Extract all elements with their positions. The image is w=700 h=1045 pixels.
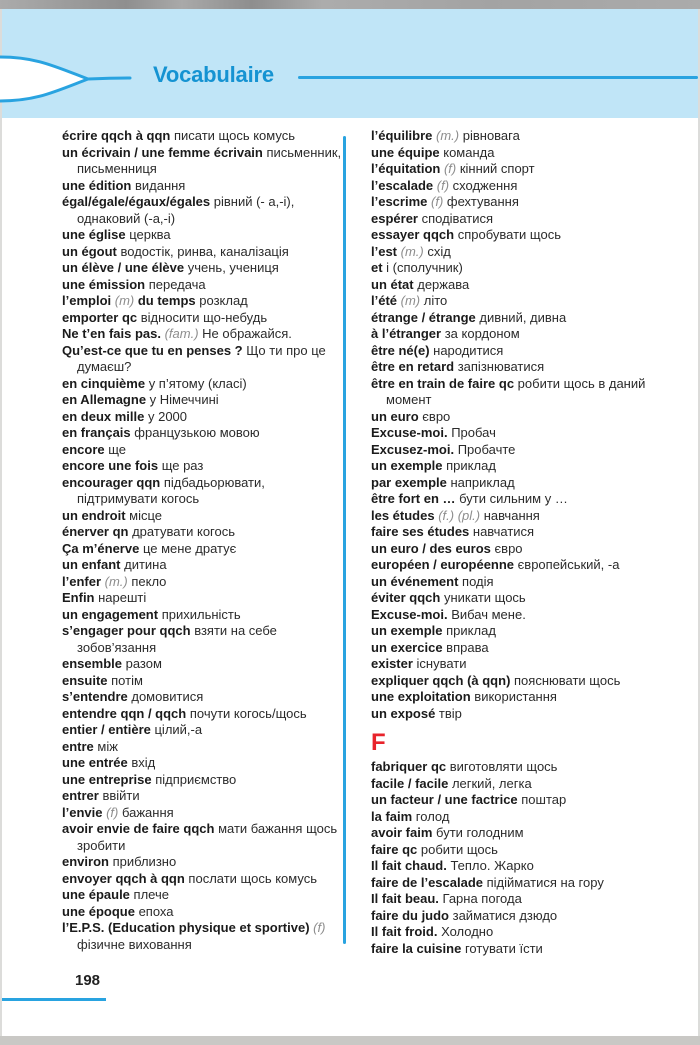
vocab-bold-text: s’entendre xyxy=(62,689,128,704)
vocab-bold-text: fabriquer qc xyxy=(371,759,447,774)
vocab-regular-text: Холодно xyxy=(437,924,494,939)
vocab-bold-text: être né(e) xyxy=(371,342,430,358)
vocab-bold-text: éviter qqch xyxy=(371,590,441,605)
vocab-italic-text: (f) xyxy=(443,161,457,176)
vocab-entry xyxy=(371,310,671,327)
vocab-regular-text: разом xyxy=(121,656,162,671)
vocab-entry xyxy=(371,326,671,343)
vocab-bold-text: une église xyxy=(62,227,126,242)
vocab-regular-text: Гарна погода xyxy=(438,891,522,906)
vocab-entry xyxy=(62,194,343,227)
vocab-bold-text: avoir faim xyxy=(371,825,433,840)
vocab-italic-text: (f) xyxy=(313,920,326,935)
photo-top-edge xyxy=(0,0,700,9)
book-page xyxy=(2,9,698,1036)
vocab-regular-text: послати щось комусь xyxy=(184,870,317,886)
vocab-entry xyxy=(62,788,343,805)
vocab-entry xyxy=(62,920,343,953)
vocab-entry xyxy=(62,689,343,706)
vocab-entry xyxy=(371,792,671,809)
vocab-regular-text: мати бажання щось зробити xyxy=(77,821,338,853)
vocab-regular-text: сходження xyxy=(449,177,518,193)
vocab-bold-text: à l’étranger xyxy=(371,326,442,341)
vocab-entry xyxy=(62,244,343,261)
vocab-regular-text: дивний, дивна xyxy=(475,309,567,325)
vocab-column-left xyxy=(62,128,343,953)
vocab-bold-text: une époque xyxy=(62,903,135,919)
vocab-bold-text: en deux mille xyxy=(62,408,145,424)
vocab-entry xyxy=(62,887,343,904)
vocab-regular-text: цілий,-а xyxy=(150,722,203,737)
vocab-bold-text: être fort en … xyxy=(371,491,456,506)
vocab-regular-text: учень, учениця xyxy=(184,260,279,275)
vocab-bold-text: essayer qqch xyxy=(371,227,455,242)
vocab-bold-text: une édition xyxy=(62,177,132,193)
vocab-entry xyxy=(371,376,671,409)
header-rule xyxy=(298,76,698,79)
vocabulary-columns xyxy=(62,128,674,957)
vocab-bold-text: un euro / des euros xyxy=(371,540,491,556)
vocab-bold-text: un écrivain / une femme écrivain xyxy=(62,144,263,160)
vocab-column-right xyxy=(371,128,671,957)
vocab-bold-text: Excusez-moi. xyxy=(371,441,455,457)
vocab-bold-text: faire la cuisine xyxy=(371,940,462,956)
vocab-entry xyxy=(371,689,671,706)
vocab-regular-text: плече xyxy=(129,887,169,902)
vocab-bold-text: en français xyxy=(62,425,131,440)
vocab-entry xyxy=(371,623,671,640)
vocab-regular-text: пояснювати щось xyxy=(510,672,621,688)
vocab-italic-text: (m.) xyxy=(436,128,460,143)
vocab-regular-text: письменник, письменниця xyxy=(77,144,342,176)
vocab-regular-text: писати щось комусь xyxy=(170,128,295,143)
photo-bottom-edge xyxy=(0,1036,700,1045)
vocab-regular-text: вхід xyxy=(127,755,156,770)
vocab-bold-text: entendre qqn / qqch xyxy=(62,705,187,721)
vocab-bold-text: l’est xyxy=(371,243,401,259)
vocab-entry xyxy=(62,425,343,442)
vocab-regular-text: ще раз xyxy=(158,458,204,473)
vocab-bold-text: faire du judo xyxy=(371,907,449,923)
section-letter: F xyxy=(371,729,386,756)
vocab-regular-text: готувати їсти xyxy=(461,940,543,956)
vocab-regular-text: церква xyxy=(125,227,171,242)
vocab-entry xyxy=(371,524,671,541)
vocab-bold-text: par exemple xyxy=(371,474,447,490)
header-band xyxy=(2,9,698,118)
vocab-regular-text: ввійти xyxy=(98,788,140,803)
vocab-entry xyxy=(62,458,343,475)
vocab-entry xyxy=(371,260,671,277)
vocab-regular-text: команда xyxy=(439,144,495,160)
vocab-bold-text: une épaule xyxy=(62,887,130,902)
vocab-bold-text: l’escalade xyxy=(371,177,437,193)
vocab-regular-text: дратувати когось xyxy=(128,524,236,539)
vocab-regular-text: підприємство xyxy=(151,771,237,787)
vocab-entry xyxy=(62,376,343,393)
vocab-regular-text: використання xyxy=(470,689,557,704)
vocab-bold-text: envoyer qqch à qqn xyxy=(62,870,185,886)
vocab-regular-text: сподіватися xyxy=(417,210,494,226)
vocab-entry xyxy=(371,825,671,842)
vocab-regular-text: домовитися xyxy=(127,689,204,704)
vocab-bold-text: en Allemagne xyxy=(62,392,147,407)
vocab-entry xyxy=(371,842,671,859)
vocab-bold-text: être en retard xyxy=(371,359,455,374)
vocab-entry xyxy=(371,211,671,228)
vocab-entry xyxy=(62,772,343,789)
vocab-entry xyxy=(371,161,671,178)
vocab-regular-text: голод xyxy=(412,808,450,824)
vocab-entry xyxy=(371,508,671,525)
vocab-bold-text: être en train de faire qc xyxy=(371,375,515,391)
vocab-entry xyxy=(371,759,671,776)
vocab-entry xyxy=(371,343,671,360)
vocab-entry xyxy=(62,623,343,656)
column-divider xyxy=(343,136,346,944)
vocab-entry xyxy=(371,227,671,244)
vocab-regular-text: у Німеччині xyxy=(146,392,219,407)
vocab-bold-text: entier / entière xyxy=(62,722,151,737)
vocab-italic-text: (m.) xyxy=(400,243,424,259)
vocab-entry xyxy=(62,326,343,343)
vocab-bold-text: un endroit xyxy=(62,507,126,523)
vocab-entry xyxy=(371,640,671,657)
vocab-bold-text: exister xyxy=(371,656,413,671)
vocab-regular-text: Пробачте xyxy=(454,441,516,457)
vocab-bold-text: l’été xyxy=(371,293,401,308)
vocab-bold-text: expliquer qqch (à qqn) xyxy=(371,672,511,688)
vocab-regular-text: рівний (- а,-і), однаковий (-а,-і) xyxy=(77,194,295,226)
vocab-bold-text: une exploitation xyxy=(371,689,471,704)
footer-rule xyxy=(2,998,106,1001)
vocab-entry xyxy=(62,442,343,459)
vocab-bold-text: les études xyxy=(371,507,439,523)
vocab-entry xyxy=(62,656,343,673)
vocab-entry xyxy=(371,178,671,195)
vocab-regular-text: робити щось xyxy=(417,841,498,857)
vocab-regular-text: вправа xyxy=(442,639,489,655)
vocab-regular-text: відносити що-небудь xyxy=(137,309,268,325)
vocab-regular-text: легкий, легка xyxy=(448,775,532,791)
vocab-entry xyxy=(371,359,671,376)
vocab-entry xyxy=(371,194,671,211)
vocab-bold-text: facile / facile xyxy=(371,775,449,791)
vocab-entry xyxy=(62,821,343,854)
vocab-entry xyxy=(62,508,343,525)
vocab-entry xyxy=(371,706,671,723)
vocab-regular-text: євро xyxy=(490,540,523,556)
vocab-bold-text: un exposé xyxy=(371,705,436,721)
vocab-bold-text: un euro xyxy=(371,408,419,424)
vocab-regular-text: Тепло. Жарко xyxy=(446,858,534,873)
vocab-regular-text: фізичне виховання xyxy=(77,936,192,952)
vocab-bold-text: Ça m’énerve xyxy=(62,540,140,556)
vocab-bold-text: un exemple xyxy=(371,623,443,638)
vocab-regular-text: народитися xyxy=(429,342,504,358)
vocab-regular-text: потім xyxy=(107,672,143,688)
vocab-entry xyxy=(62,475,343,508)
ribbon-banner-icon xyxy=(0,53,132,105)
vocab-bold-text: un exemple xyxy=(371,458,443,473)
vocab-bold-text: l’escrime xyxy=(371,194,431,209)
vocab-regular-text: виготовляти щось xyxy=(446,759,558,774)
vocab-entry xyxy=(371,858,671,875)
vocab-regular-text: рівновага xyxy=(459,128,520,143)
vocab-entry xyxy=(371,442,671,459)
vocab-regular-text: передача xyxy=(145,276,206,292)
vocab-italic-text: (m) xyxy=(400,293,421,308)
vocab-regular-text: займатися дзюдо xyxy=(449,907,558,923)
vocab-regular-text: підбадьорювати, підтримувати когось xyxy=(77,474,265,506)
vocab-entry xyxy=(371,673,671,690)
vocab-bold-text: et xyxy=(371,260,383,275)
vocab-entry xyxy=(62,590,343,607)
vocab-bold-text: un engagement xyxy=(62,606,159,622)
vocab-italic-text: (f.) (pl.) xyxy=(438,507,481,523)
vocab-entry xyxy=(371,128,671,145)
vocab-regular-text: епоха xyxy=(134,903,174,919)
vocab-entry xyxy=(371,656,671,673)
vocab-entry xyxy=(62,722,343,739)
vocab-entry xyxy=(371,425,671,442)
vocab-bold-text: une entrée xyxy=(62,755,128,770)
vocab-regular-text: дитина xyxy=(120,557,167,572)
vocab-bold-text: Enfin xyxy=(62,590,95,605)
vocab-bold-text: avoir envie de faire qqch xyxy=(62,821,215,836)
vocab-regular-text: запізнюватися xyxy=(454,359,545,374)
vocab-entry xyxy=(62,178,343,195)
vocab-entry xyxy=(371,574,671,591)
vocab-bold-text: ensemble xyxy=(62,656,122,671)
vocab-bold-text: l’emploi xyxy=(62,293,115,308)
vocab-entry xyxy=(371,607,671,624)
vocab-entry xyxy=(62,343,343,376)
vocab-regular-text: навчатися xyxy=(469,524,535,539)
vocab-regular-text: держава xyxy=(413,276,470,292)
vocab-bold-text: Ne t’en fais pas. xyxy=(62,326,165,341)
vocab-bold-text: en cinquième xyxy=(62,375,146,391)
vocab-regular-text: у 2000 xyxy=(144,408,188,424)
vocab-italic-text: (m.) xyxy=(104,573,128,589)
vocab-entry xyxy=(371,557,671,574)
vocab-italic-text: (m) xyxy=(114,293,135,308)
vocab-entry xyxy=(371,941,671,958)
vocab-bold-text: l’E.P.S. (Education physique et sportive) xyxy=(62,920,314,935)
vocab-entry xyxy=(62,607,343,624)
vocab-bold-text: l’équilibre xyxy=(371,128,437,143)
vocab-bold-text: étrange / étrange xyxy=(371,309,476,325)
vocab-regular-text: бажання xyxy=(118,804,174,820)
vocab-regular-text: спробувати щось xyxy=(454,227,561,242)
vocab-entry xyxy=(62,557,343,574)
vocab-regular-text: Не ображайся. xyxy=(198,326,292,341)
vocab-entry xyxy=(371,809,671,826)
vocab-entry xyxy=(371,875,671,892)
vocab-entry xyxy=(62,739,343,756)
vocab-regular-text: приклад xyxy=(442,458,496,473)
vocab-bold-text: espérer xyxy=(371,210,418,226)
vocab-regular-text: у п’ятому (класі) xyxy=(145,375,247,391)
vocab-bold-text: ensuite xyxy=(62,672,108,688)
vocab-regular-text: фехтування xyxy=(443,194,519,209)
vocab-entry xyxy=(371,891,671,908)
vocab-bold-text: du temps xyxy=(134,293,196,308)
vocab-entry xyxy=(371,244,671,261)
vocab-entry xyxy=(62,277,343,294)
vocab-bold-text: un élève / une élève xyxy=(62,260,185,275)
vocab-italic-text: (f) xyxy=(431,194,444,209)
vocab-entry xyxy=(62,227,343,244)
vocab-entry xyxy=(62,541,343,558)
vocab-regular-text: і (сполучник) xyxy=(382,260,463,275)
vocab-regular-text: твір xyxy=(435,705,462,721)
vocab-entry xyxy=(371,908,671,925)
vocab-bold-text: entrer xyxy=(62,788,99,803)
vocab-regular-text: розклад xyxy=(195,293,248,308)
vocab-entry xyxy=(371,776,671,793)
vocab-regular-text: між xyxy=(93,738,118,754)
vocab-entry xyxy=(371,409,671,426)
vocab-regular-text: робити щось в даний момент xyxy=(386,375,646,407)
vocab-bold-text: l’envie xyxy=(62,804,107,820)
vocab-bold-text: un état xyxy=(371,276,414,292)
vocab-entry xyxy=(62,524,343,541)
vocab-bold-text: égal/égale/égaux/égales xyxy=(62,194,211,209)
vocab-bold-text: Qu’est-ce que tu en penses ? xyxy=(62,342,243,358)
vocab-entry xyxy=(371,277,671,294)
vocab-bold-text: Il fait chaud. xyxy=(371,858,447,873)
vocab-regular-text: бути голодним xyxy=(432,825,524,840)
vocab-entry xyxy=(62,871,343,888)
vocab-entry xyxy=(62,128,343,145)
vocab-entry xyxy=(62,260,343,277)
vocab-bold-text: une émission xyxy=(62,276,146,292)
vocab-bold-text: encourager qqn xyxy=(62,474,161,490)
vocab-regular-text: Вибач мене. xyxy=(447,606,526,622)
vocab-entry xyxy=(371,475,671,492)
vocab-regular-text: подія xyxy=(458,573,494,589)
vocab-italic-text: (f) xyxy=(106,804,119,820)
vocab-regular-text: уникати щось xyxy=(440,590,526,605)
vocab-bold-text: faire ses études xyxy=(371,524,470,539)
vocab-regular-text: прихильність xyxy=(158,606,241,622)
vocab-entry xyxy=(371,458,671,475)
vocab-entry xyxy=(62,755,343,772)
vocab-entry xyxy=(62,854,343,871)
vocab-bold-text: un exercice xyxy=(371,639,443,655)
vocab-regular-text: це мене дратує xyxy=(139,540,237,556)
vocab-regular-text: приблизно xyxy=(108,854,177,869)
vocab-entry xyxy=(62,706,343,723)
vocab-bold-text: entre xyxy=(62,738,94,754)
vocab-bold-text: environ xyxy=(62,854,109,869)
vocab-entry xyxy=(62,904,343,921)
vocab-bold-text: Excuse-moi. xyxy=(371,425,448,440)
vocab-regular-text: поштар xyxy=(517,792,567,807)
vocab-regular-text: підійматися на гору xyxy=(483,874,604,890)
vocab-regular-text: існувати xyxy=(412,656,467,671)
vocab-regular-text: наприклад xyxy=(446,474,515,490)
vocab-bold-text: une équipe xyxy=(371,144,440,160)
vocab-regular-text: місце xyxy=(125,507,163,523)
vocab-bold-text: une entreprise xyxy=(62,771,152,787)
vocab-regular-text: пекло xyxy=(127,573,167,589)
vocab-entry xyxy=(62,805,343,822)
vocab-bold-text: un événement xyxy=(371,573,459,589)
vocab-bold-text: s’engager pour qqch xyxy=(62,623,191,638)
vocab-bold-text: la faim xyxy=(371,808,413,824)
vocab-bold-text: énerver qn xyxy=(62,524,129,539)
vocab-bold-text: Il fait froid. xyxy=(371,924,438,939)
vocab-bold-text: Excuse-moi. xyxy=(371,606,448,622)
vocab-regular-text: бути сильним у … xyxy=(455,491,568,506)
vocab-regular-text: ще xyxy=(104,441,127,457)
vocab-bold-text: un facteur / une factrice xyxy=(371,792,518,807)
vocab-entry xyxy=(371,590,671,607)
vocab-entry xyxy=(62,409,343,426)
vocab-bold-text: un égout xyxy=(62,243,117,259)
vocab-bold-text: un enfant xyxy=(62,557,121,572)
vocab-entry xyxy=(371,293,671,310)
vocab-regular-text: нарешті xyxy=(94,590,147,605)
vocab-entry xyxy=(62,673,343,690)
vocab-bold-text: emporter qc xyxy=(62,309,138,325)
vocab-entry xyxy=(371,541,671,558)
vocab-regular-text: кінний спорт xyxy=(456,161,535,176)
vocab-regular-text: приклад xyxy=(442,623,496,638)
vocab-entry xyxy=(62,293,343,310)
vocab-regular-text: взяти на себе зобов’язання xyxy=(77,623,277,655)
vocab-bold-text: encore xyxy=(62,441,105,457)
vocab-regular-text: навчання xyxy=(480,507,540,523)
vocab-bold-text: Il fait beau. xyxy=(371,891,439,906)
vocab-regular-text: схід xyxy=(423,243,451,259)
vocab-bold-text: encore une fois xyxy=(62,458,159,473)
vocab-bold-text: l’enfer xyxy=(62,573,105,589)
vocab-regular-text: Пробач xyxy=(447,425,496,440)
vocab-regular-text: почути когось/щось xyxy=(186,705,307,721)
vocab-regular-text: французькою мовою xyxy=(130,425,260,440)
vocab-bold-text: faire qc xyxy=(371,841,418,857)
vocab-regular-text: євро xyxy=(418,408,451,424)
vocab-bold-text: européen / européenne xyxy=(371,557,515,572)
vocab-regular-text: за кордоном xyxy=(441,326,520,341)
vocab-regular-text: водостік, ринва, каналізація xyxy=(116,243,289,259)
vocab-bold-text: faire de l’escalade xyxy=(371,874,484,890)
vocab-bold-text: l’équitation xyxy=(371,161,444,176)
vocab-entry xyxy=(62,392,343,409)
vocab-entry xyxy=(62,145,343,178)
vocab-regular-text: Що ти про це думаєш? xyxy=(77,342,326,374)
vocab-italic-text: (fam.) xyxy=(164,326,199,341)
vocab-regular-text: видання xyxy=(131,177,186,193)
vocab-entry xyxy=(371,145,671,162)
page-title: Vocabulaire xyxy=(153,62,274,87)
vocab-italic-text: (f) xyxy=(436,177,450,193)
vocab-regular-text: європейський, -а xyxy=(514,557,620,572)
vocab-bold-text: écrire qqch à qqn xyxy=(62,128,171,143)
vocab-entry xyxy=(371,924,671,941)
vocab-entry xyxy=(371,491,671,508)
vocab-regular-text: літо xyxy=(420,293,448,308)
vocab-entry xyxy=(62,310,343,327)
page-number: 198 xyxy=(75,972,101,989)
vocab-entry xyxy=(62,574,343,591)
